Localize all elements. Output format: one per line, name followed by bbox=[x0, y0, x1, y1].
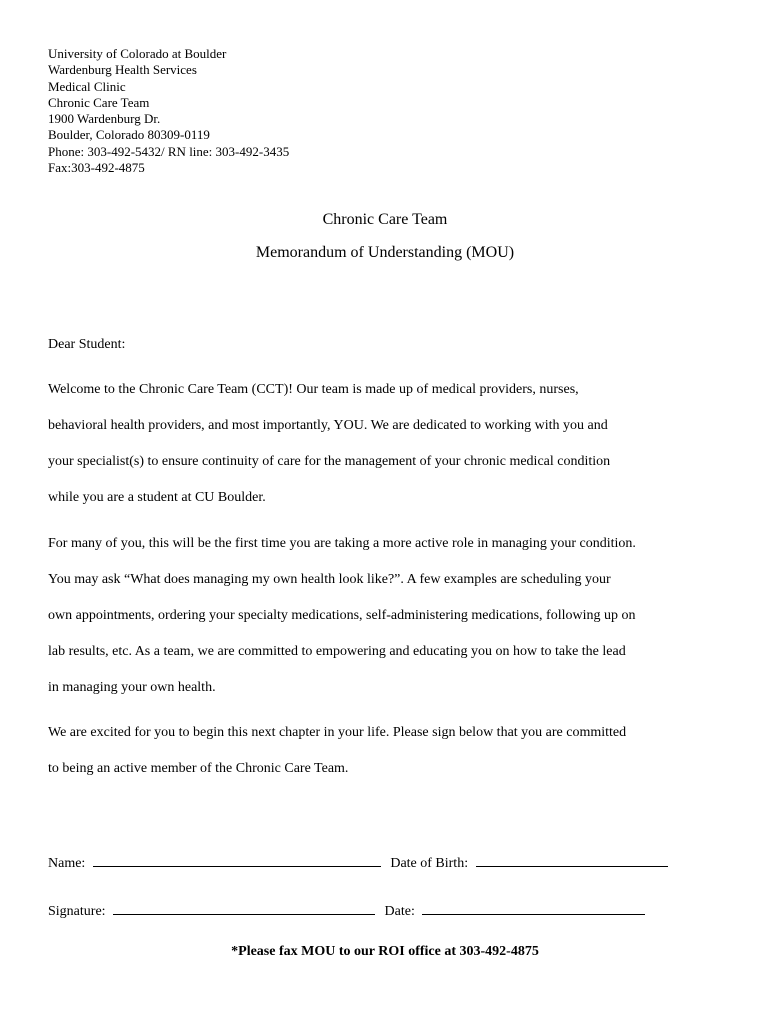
date-label: Date: bbox=[384, 904, 415, 919]
date-field[interactable] bbox=[422, 901, 645, 915]
paragraph-line: For many of you, this will be the first time you are taking a more active role in managing your condition. bbox=[48, 536, 636, 551]
name-field[interactable] bbox=[93, 853, 381, 867]
paragraph-line: You may ask “What does managing my own health look like?”. A few examples are scheduling your bbox=[48, 572, 611, 587]
signature-field[interactable] bbox=[113, 901, 375, 915]
name-label: Name: bbox=[48, 856, 86, 871]
name-dob-row bbox=[48, 853, 668, 872]
signature-date-row bbox=[48, 901, 645, 920]
letterhead bbox=[48, 46, 289, 176]
letterhead-line: Medical Clinic bbox=[48, 78, 126, 94]
paragraph-line: to being an active member of the Chronic Care Team. bbox=[48, 761, 349, 776]
letterhead-line: Boulder, Colorado 80309-0119 bbox=[48, 127, 210, 143]
document-subtitle: Memorandum of Understanding (MOU) bbox=[255, 244, 515, 261]
letterhead-line: Wardenburg Health Services bbox=[48, 62, 197, 78]
paragraph-line: lab results, etc. As a team, we are committed to empowering and educating you on how to take the lead bbox=[48, 644, 626, 659]
signature-label: Signature: bbox=[48, 904, 106, 919]
letterhead-line: 1900 Wardenburg Dr. bbox=[48, 111, 161, 127]
paragraph-line: in managing your own health. bbox=[48, 680, 216, 695]
date-of-birth-label: Date of Birth: bbox=[390, 856, 469, 871]
letterhead-line: University of Colorado at Boulder bbox=[48, 46, 227, 61]
paragraph-line: your specialist(s) to ensure continuity of care for the management of your chronic medical condition bbox=[48, 454, 611, 469]
paragraph-line: We are excited for you to begin this next chapter in your life. Please sign below that you are committed bbox=[48, 725, 627, 740]
fax-instruction: *Please fax MOU to our ROI office at 303-492-4875 bbox=[231, 944, 539, 959]
salutation: Dear Student: bbox=[48, 337, 126, 352]
letterhead-line: Chronic Care Team bbox=[48, 94, 150, 110]
paragraph-line: own appointments, ordering your specialty medications, self-administering medications, following up on bbox=[48, 608, 636, 623]
document-title: Chronic Care Team bbox=[322, 211, 448, 228]
letterhead-line: Fax:303-492-4875 bbox=[48, 160, 145, 176]
date-of-birth-field[interactable] bbox=[476, 853, 668, 867]
paragraph-line: Welcome to the Chronic Care Team (CCT)! Our team is made up of medical providers, nurses, bbox=[48, 382, 579, 397]
letterhead-line: Phone: 303-492-5432/ RN line: 303-492-3435 bbox=[48, 143, 290, 159]
paragraph-line: while you are a student at CU Boulder. bbox=[48, 490, 266, 505]
paragraph-line: behavioral health providers, and most importantly, YOU. We are dedicated to working with you and bbox=[48, 418, 608, 433]
